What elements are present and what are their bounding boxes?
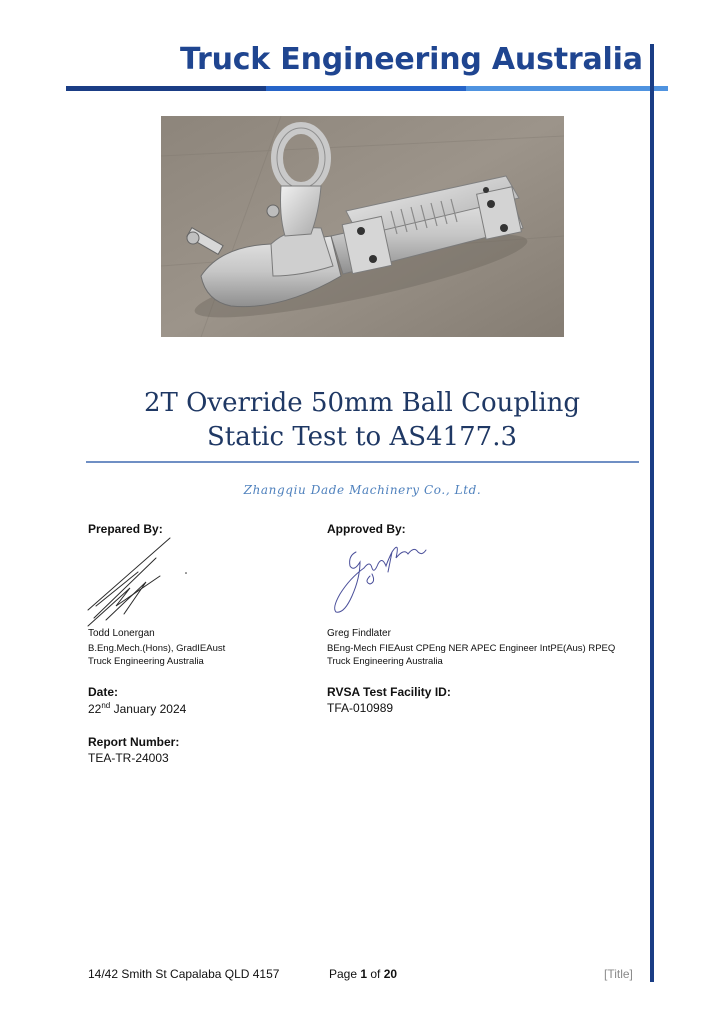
prepared-name: Todd Lonergan bbox=[88, 628, 155, 639]
date-day: 22 bbox=[88, 702, 102, 716]
prepared-by-label: Prepared By: bbox=[88, 522, 163, 536]
date-label: Date: bbox=[88, 685, 119, 699]
approved-signature bbox=[330, 538, 430, 616]
date-suffix: nd bbox=[101, 701, 111, 710]
page-number bbox=[329, 967, 397, 981]
header-rule-light bbox=[466, 86, 668, 91]
header-rule-mid bbox=[266, 86, 466, 91]
facility-label: RVSA Test Facility ID: bbox=[327, 685, 451, 699]
page-current: 1 bbox=[360, 967, 368, 981]
document-title-line1: 2T Override 50mm Ball Coupling bbox=[143, 388, 581, 418]
page-word: Page bbox=[329, 967, 361, 981]
prepared-company: Truck Engineering Australia bbox=[88, 656, 204, 667]
approved-by-label: Approved By: bbox=[327, 522, 406, 536]
document-title-line2: Static Test to AS4177.3 bbox=[206, 422, 518, 452]
company-title: Truck Engineering Australia bbox=[180, 42, 643, 77]
date-value bbox=[88, 701, 186, 716]
footer-title-field: [Title] bbox=[604, 967, 633, 981]
page-of: of bbox=[367, 967, 384, 981]
report-number: TEA-TR-24003 bbox=[88, 751, 169, 765]
header-rule-dark bbox=[66, 86, 266, 91]
footer-address: 14/42 Smith St Capalaba QLD 4157 bbox=[88, 967, 280, 981]
date-rest: January 2024 bbox=[110, 702, 187, 716]
right-margin-bar bbox=[650, 44, 654, 982]
document-title bbox=[70, 386, 654, 454]
approved-company: Truck Engineering Australia bbox=[327, 656, 443, 667]
client-name: Zhangqiu Dade Machinery Co., Ltd. bbox=[243, 483, 482, 497]
title-divider bbox=[86, 461, 639, 463]
prepared-qualifications: B.Eng.Mech.(Hons), GradIEAust bbox=[88, 643, 226, 654]
approved-name: Greg Findlater bbox=[327, 628, 391, 639]
prepared-signature bbox=[86, 536, 196, 628]
cover-photo bbox=[161, 116, 564, 337]
approved-qualifications: BEng-Mech FIEAust CPEng NER APEC Engineer IntPE(Aus) RPEQ bbox=[327, 643, 616, 654]
facility-id: TFA-010989 bbox=[327, 701, 394, 715]
page-total: 20 bbox=[383, 967, 398, 981]
report-number-label: Report Number: bbox=[88, 735, 180, 749]
